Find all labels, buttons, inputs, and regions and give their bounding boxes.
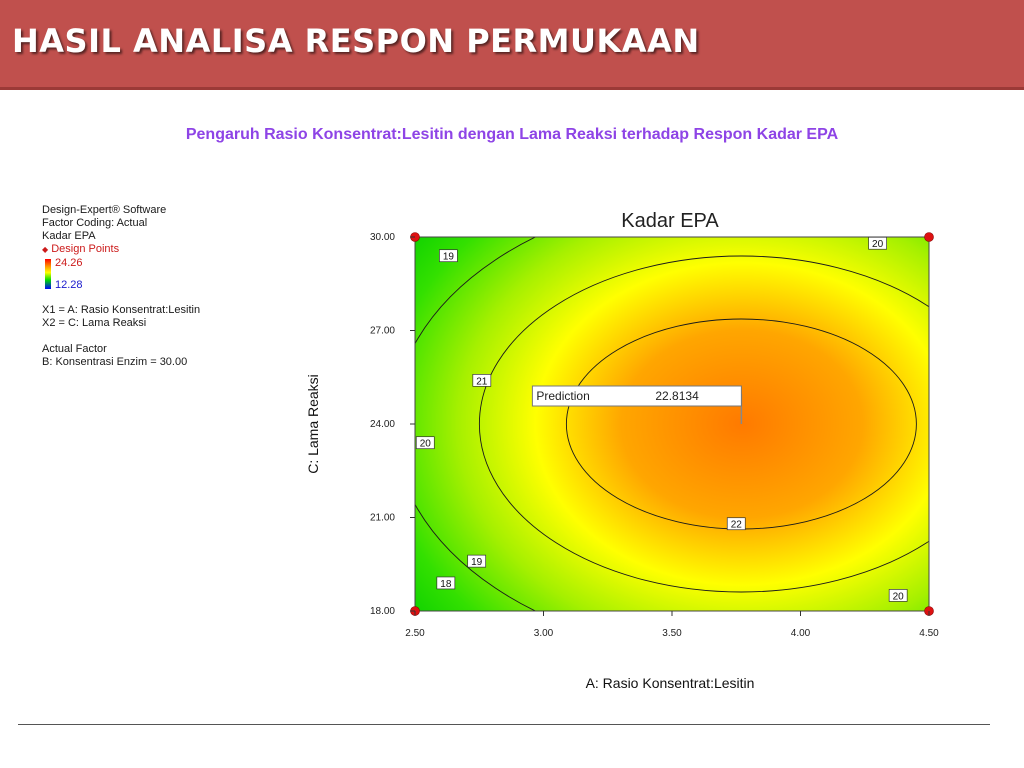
x-tick-label: 4.00 bbox=[790, 628, 811, 639]
factor-coding-label: Factor Coding: Actual bbox=[42, 217, 148, 229]
actual-factor-heading: Actual Factor bbox=[42, 343, 107, 355]
x1-label: X1 = A: Rasio Konsentrat:Lesitin bbox=[42, 304, 201, 316]
software-label: Design-Expert® Software bbox=[42, 204, 167, 216]
y-tick-label: 27.00 bbox=[369, 325, 395, 337]
x-axis-label: A: Rasio Konsentrat:Lesitin bbox=[585, 675, 755, 691]
contour-label bbox=[889, 589, 907, 602]
contour-label bbox=[416, 437, 434, 450]
svg-text:19: 19 bbox=[442, 251, 454, 263]
svg-text:20: 20 bbox=[892, 591, 904, 603]
svg-text:18: 18 bbox=[440, 578, 452, 590]
y-tick-label: 30.00 bbox=[369, 232, 395, 243]
svg-text:22: 22 bbox=[730, 519, 742, 531]
design-point bbox=[925, 233, 934, 242]
color-scale-high: 24.26 bbox=[55, 257, 83, 269]
chart-title: Kadar EPA bbox=[621, 210, 719, 232]
x-tick-label: 2.50 bbox=[405, 628, 425, 639]
svg-text:19: 19 bbox=[471, 557, 483, 569]
y-axis bbox=[370, 232, 415, 617]
plot-area bbox=[229, 68, 1024, 768]
prediction-label: Prediction bbox=[536, 389, 590, 403]
design-points-text: Design Points bbox=[51, 243, 120, 255]
svg-text:20: 20 bbox=[419, 438, 431, 450]
contour-label bbox=[473, 374, 491, 387]
response-label: Kadar EPA bbox=[42, 230, 96, 242]
svg-text:21: 21 bbox=[476, 376, 488, 388]
y-tick-label: 24.00 bbox=[369, 419, 395, 430]
x2-label: X2 = C: Lama Reaksi bbox=[42, 317, 147, 329]
y-axis-label: C: Lama Reaksi bbox=[305, 374, 321, 474]
contour-label bbox=[727, 518, 745, 531]
design-points-marker-icon: ◆ bbox=[42, 245, 49, 254]
slide-title: HASIL ANALISA RESPON PERMUKAAN bbox=[12, 22, 700, 60]
actual-factor-value: B: Konsentrasi Enzim = 30.00 bbox=[42, 356, 188, 368]
y-tick-label: 21.00 bbox=[369, 512, 395, 524]
contour-label bbox=[869, 237, 887, 250]
contour-label bbox=[439, 250, 457, 263]
contour-label bbox=[468, 555, 486, 568]
response-surface-fill bbox=[415, 237, 929, 611]
color-scale-low: 12.28 bbox=[55, 279, 83, 291]
x-tick-label: 4.50 bbox=[919, 628, 939, 639]
x-tick-label: 3.50 bbox=[662, 628, 682, 639]
contour-label bbox=[437, 577, 455, 590]
prediction-value: 22.8134 bbox=[655, 389, 699, 403]
x-tick-label: 3.00 bbox=[533, 628, 554, 639]
x-axis bbox=[405, 611, 939, 639]
svg-text:20: 20 bbox=[872, 239, 884, 251]
bottom-rule bbox=[18, 724, 990, 725]
slide-subtitle: Pengaruh Rasio Konsentrat:Lesitin dengan Lama Reaksi terhadap Respon Kadar EPA bbox=[185, 126, 839, 143]
y-tick-label: 18.00 bbox=[369, 606, 395, 617]
